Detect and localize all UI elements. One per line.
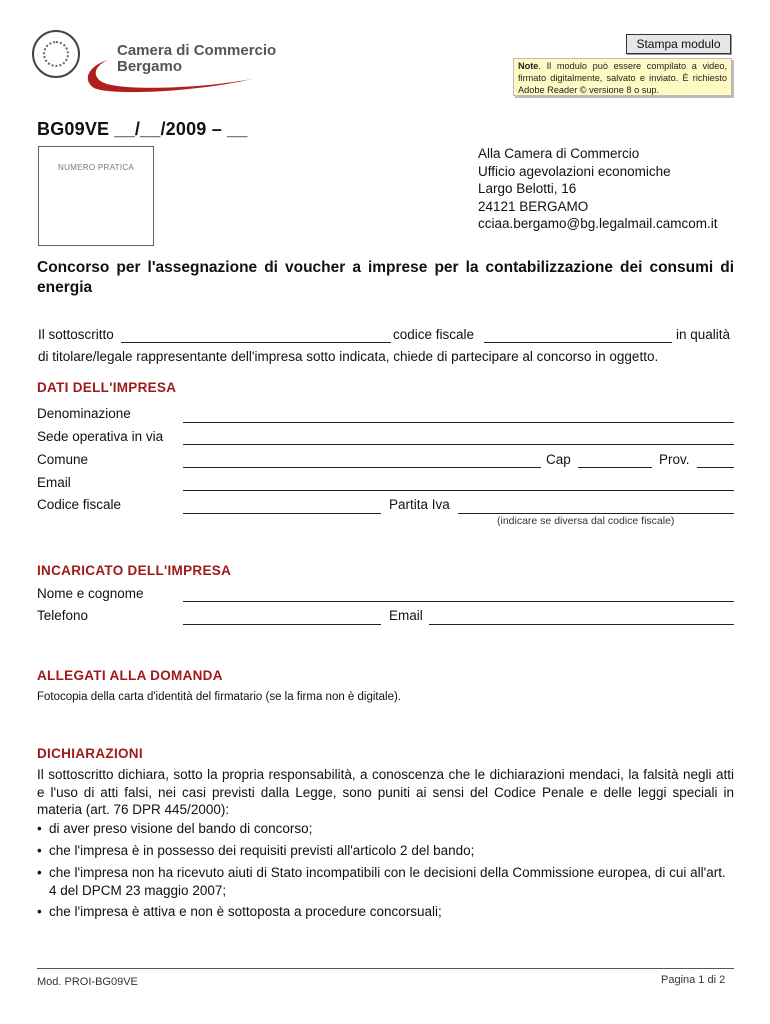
partita-iva-note: (indicare se diversa dal codice fiscale): [497, 515, 675, 527]
note-text: . Il modulo può essere compilato a video, firmato digitalmente, salvato e inviato. È richiesto Adobe Reader © versione 8 o sup.: [518, 61, 727, 95]
sede-label: Sede operativa in via: [37, 429, 164, 444]
cap-label: Cap: [546, 452, 571, 467]
partita-iva-field[interactable]: [458, 513, 734, 514]
intro-text: di titolare/legale rappresentante dell'impresa sotto indicata, chiede di partecipare al concorso in oggetto.: [38, 349, 659, 364]
sede-field[interactable]: [183, 444, 734, 445]
chamber-seal-logo: [32, 30, 80, 78]
partita-iva-label: Partita Iva: [389, 497, 450, 512]
bullet-text: che l'impresa non ha ricevuto aiuti di Stato incompatibili con le decisioni della Commissione europea, di cui all'art. 4 del DPCM 23 maggio 2007;: [49, 865, 726, 898]
telefono-label: Telefono: [37, 608, 89, 623]
sottoscritto-label: Il sottoscritto: [38, 327, 114, 342]
section-heading-dichiarazioni: DICHIARAZIONI: [37, 746, 143, 761]
bullet-icon: •: [37, 904, 42, 919]
codice-fiscale-field[interactable]: [484, 342, 672, 343]
section-heading-allegati: ALLEGATI ALLA DOMANDA: [37, 668, 223, 683]
in-qualita-label: in qualità: [676, 327, 731, 342]
address-line: Largo Belotti, 16: [478, 181, 577, 197]
footer-form-code: Mod. PROI-BG09VE: [37, 976, 138, 988]
bullet-icon: •: [37, 821, 42, 836]
sottoscritto-field[interactable]: [121, 342, 391, 343]
prov-field[interactable]: [697, 467, 734, 468]
comune-field[interactable]: [183, 467, 541, 468]
email-field[interactable]: [183, 490, 734, 491]
logo-swoosh-icon: [80, 58, 260, 98]
note-label: Note: [518, 61, 539, 71]
telefono-field[interactable]: [183, 624, 381, 625]
address-line: 24121 BERGAMO: [478, 198, 589, 214]
email-label: Email: [37, 475, 71, 490]
footer-divider: [37, 968, 734, 969]
page-number: Pagina 1 di 2: [661, 974, 726, 986]
bullet-text: di aver preso visione del bando di concorso;: [49, 821, 313, 836]
bullet-icon: •: [37, 843, 42, 858]
bullet-icon: •: [37, 865, 42, 880]
incaricato-email-label: Email: [389, 608, 423, 623]
incaricato-email-field[interactable]: [429, 624, 734, 625]
address-line: Ufficio agevolazioni economiche: [478, 163, 671, 179]
print-form-button[interactable]: Stampa modulo: [626, 34, 731, 54]
codice-fiscale-impresa-field[interactable]: [183, 513, 381, 514]
bullet-text: che l'impresa è in possesso dei requisiti previsti all'articolo 2 del bando;: [49, 843, 475, 858]
denominazione-label: Denominazione: [37, 406, 131, 421]
note-box: [513, 58, 732, 96]
practice-number-box[interactable]: [38, 146, 154, 246]
codice-fiscale-impresa-label: Codice fiscale: [37, 497, 122, 512]
section-heading-incaricato: INCARICATO DELL'IMPRESA: [37, 563, 232, 578]
allegati-text: Fotocopia della carta d'identità del firmatario (se la firma non è digitale).: [37, 691, 401, 703]
address-line: Alla Camera di Commercio: [478, 146, 640, 161]
recipient-address: [478, 145, 718, 233]
bullet-text: che l'impresa è attiva e non è sottoposta a procedure concorsuali;: [49, 904, 442, 919]
nome-cognome-label: Nome e cognome: [37, 586, 144, 601]
section-heading-dati-impresa: DATI DELL'IMPRESA: [37, 380, 177, 395]
org-name-line2: Bergamo: [117, 58, 183, 75]
org-name-line1: Camera di Commercio: [117, 42, 277, 59]
form-code-title: BG09VE __/__/2009 – __: [37, 119, 248, 139]
dichiarazioni-text: Il sottoscritto dichiara, sotto la propria responsabilità, a conoscenza che le dichiarazioni mendaci, la falsità negli atti e l'uso di atti falsi, nei casi previsti dalla Legge, sono puniti ai sensi del Codice Penale e delle leggi speciali in materia (art. 76 DPR 445/2000):: [37, 767, 734, 817]
practice-number-label: NUMERO PRATICA: [58, 163, 135, 172]
document-title: Concorso per l'assegnazione di voucher a imprese per la contabilizzazione dei consumi di energia: [37, 259, 734, 296]
prov-label: Prov.: [659, 452, 690, 467]
cap-field[interactable]: [578, 467, 652, 468]
address-email: cciaa.bergamo@bg.legalmail.camcom.it: [478, 216, 718, 232]
nome-cognome-field[interactable]: [183, 601, 734, 602]
codice-fiscale-label: codice fiscale: [393, 327, 475, 342]
comune-label: Comune: [37, 452, 89, 467]
denominazione-field[interactable]: [183, 422, 734, 423]
